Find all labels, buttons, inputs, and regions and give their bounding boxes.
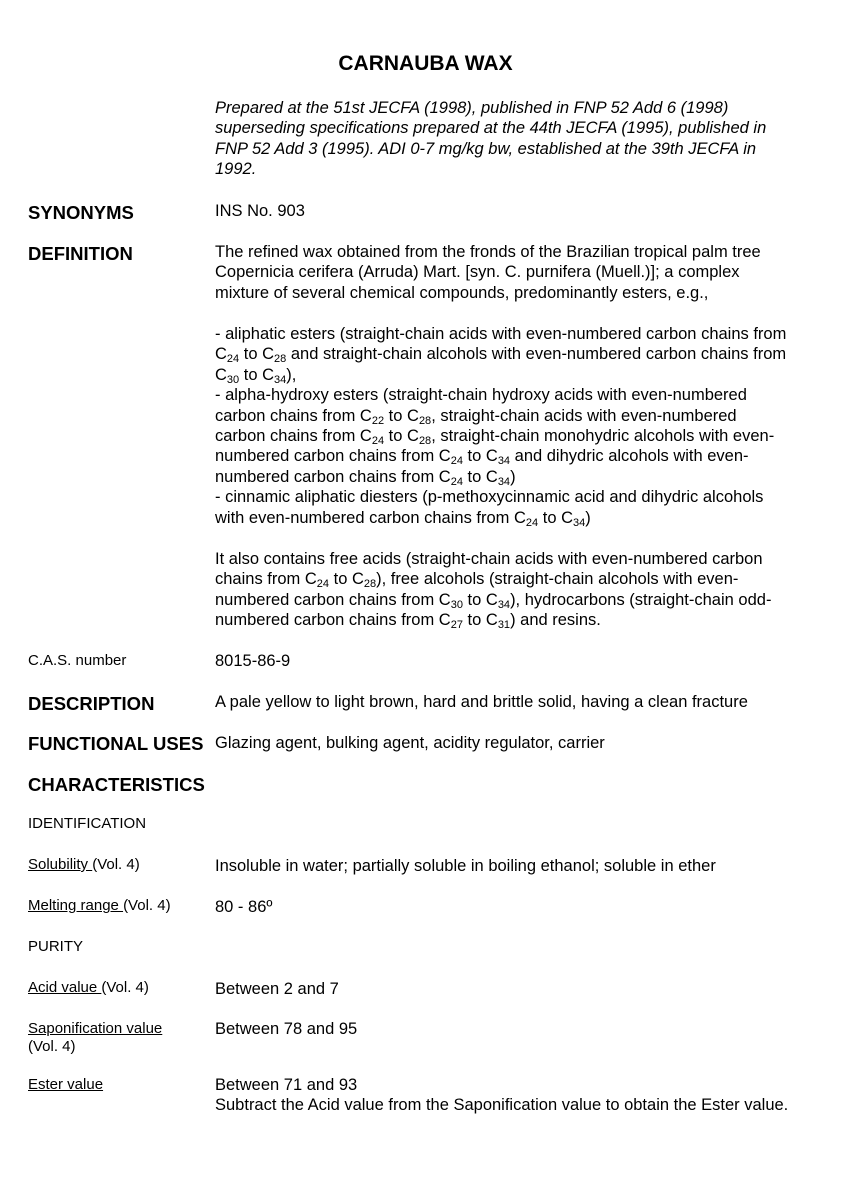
saponification-link[interactable]: Saponification value (28, 1020, 163, 1037)
functional-uses-value: Glazing agent, bulking agent, acidity regulator, carrier (215, 734, 605, 752)
definition-line: $C_{24}$ to $C_{28}$ and straight-chain alcohols with even-numbered carbon chains from (215, 345, 787, 366)
solubility-value: Insoluble in water; partially soluble in boiling ethanol; soluble in ether (215, 857, 716, 875)
solubility-label: Solubility (Vol. 4) (28, 856, 140, 873)
definition-line: Copernicia cerifera (Arruda) Mart. [syn. C. purnifera (Muell.)]; a complex (215, 263, 740, 282)
synonyms-value: INS No. 903 (215, 202, 305, 220)
melting-range-link[interactable]: Melting range (28, 897, 124, 914)
definition-line: $C_{30}$ to $C_{34}$), (215, 365, 297, 386)
ester-value-link[interactable]: Ester value (28, 1076, 104, 1093)
solubility-link[interactable]: Solubility (28, 856, 93, 873)
saponification-label: Saponification value (Vol. 4) (28, 1020, 163, 1055)
acid-value-link[interactable]: Acid value (28, 979, 102, 996)
definition-paragraph-2 (215, 324, 786, 528)
definition-line: chains from $C_{24}$ to $C_{28}$), free alcohols (straight-chain alcohols with even- (215, 570, 739, 591)
synonyms-label: SYNONYMS (28, 202, 134, 223)
definition-paragraph-1 (215, 242, 761, 303)
definition-line: - aliphatic esters (straight-chain acids with even-numbered carbon chains from (215, 325, 787, 343)
definition-line: The refined wax obtained from the fronds of the Brazilian tropical palm tree (215, 243, 761, 261)
melting-range-value: 80 - 86º (215, 898, 273, 916)
acid-value: Between 2 and 7 (215, 980, 339, 998)
ester-value (215, 1075, 788, 1116)
description-label: DESCRIPTION (28, 693, 155, 714)
definition-label: DEFINITION (28, 243, 133, 264)
acid-value-label: Acid value (Vol. 4) (28, 979, 149, 996)
intro-line: FNP 52 Add 3 (1995). ADI 0-7 mg/kg bw, established at the 39th JECFA in (215, 139, 757, 158)
definition-line: mixture of several chemical compounds, predominantly esters, e.g., (215, 283, 709, 302)
ester-value-label (28, 1076, 103, 1093)
definition-line: carbon chains from $C_{22}$ to $C_{28}$, straight-chain acids with even-numbered (215, 406, 737, 427)
purity-heading: PURITY (28, 938, 84, 955)
cas-label: C.A.S. number (28, 652, 127, 669)
definition-line: numbered carbon chains from $C_{24}$ to $C_{34}$ and dihydric alcohols with even- (215, 447, 749, 468)
ester-range: Between 71 and 93 (215, 1076, 358, 1094)
characteristics-heading: CHARACTERISTICS (28, 774, 205, 795)
intro-line: Prepared at the 51st JECFA (1998), published in FNP 52 Add 6 (1998) (215, 99, 729, 117)
definition-line: carbon chains from $C_{24}$ to $C_{28}$, straight-chain monohydric alcohols with even- (215, 427, 775, 448)
definition-line: - cinnamic aliphatic diesters (p-methoxycinnamic acid and dihydric alcohols (215, 488, 764, 507)
melting-range-label: Melting range (Vol. 4) (28, 897, 171, 914)
definition-paragraph-3 (215, 549, 771, 631)
intro-line: 1992. (215, 160, 257, 179)
page-title: CARNAUBA WAX (338, 52, 513, 75)
saponification-value: Between 78 and 95 (215, 1020, 358, 1038)
description-value: A pale yellow to light brown, hard and brittle solid, having a clean fracture (215, 693, 748, 711)
definition-line: numbered carbon chains from $C_{27}$ to $C_{31}$) and resins. (215, 611, 601, 632)
intro-line: superseding specifications prepared at the 44th JECFA (1995), published in (215, 119, 767, 138)
functional-uses-label: FUNCTIONAL USES (28, 733, 204, 754)
definition-line: with even-numbered carbon chains from $C_{24}$ to $C_{34}$) (215, 508, 591, 529)
definition-line: numbered carbon chains from $C_{24}$ to $C_{34}$) (215, 467, 516, 488)
cas-value: 8015-86-9 (215, 652, 291, 670)
definition-line: It also contains free acids (straight-chain acids with even-numbered carbon (215, 550, 763, 568)
identification-heading: IDENTIFICATION (28, 815, 147, 832)
intro-note (215, 98, 766, 180)
definition-line: - alpha-hydroxy esters (straight-chain hydroxy acids with even-numbered (215, 386, 747, 405)
definition-line: numbered carbon chains from $C_{30}$ to $C_{34}$), hydrocarbons (straight-chain odd- (215, 590, 772, 611)
ester-note: Subtract the Acid value from the Saponification value to obtain the Ester value. (215, 1096, 789, 1115)
